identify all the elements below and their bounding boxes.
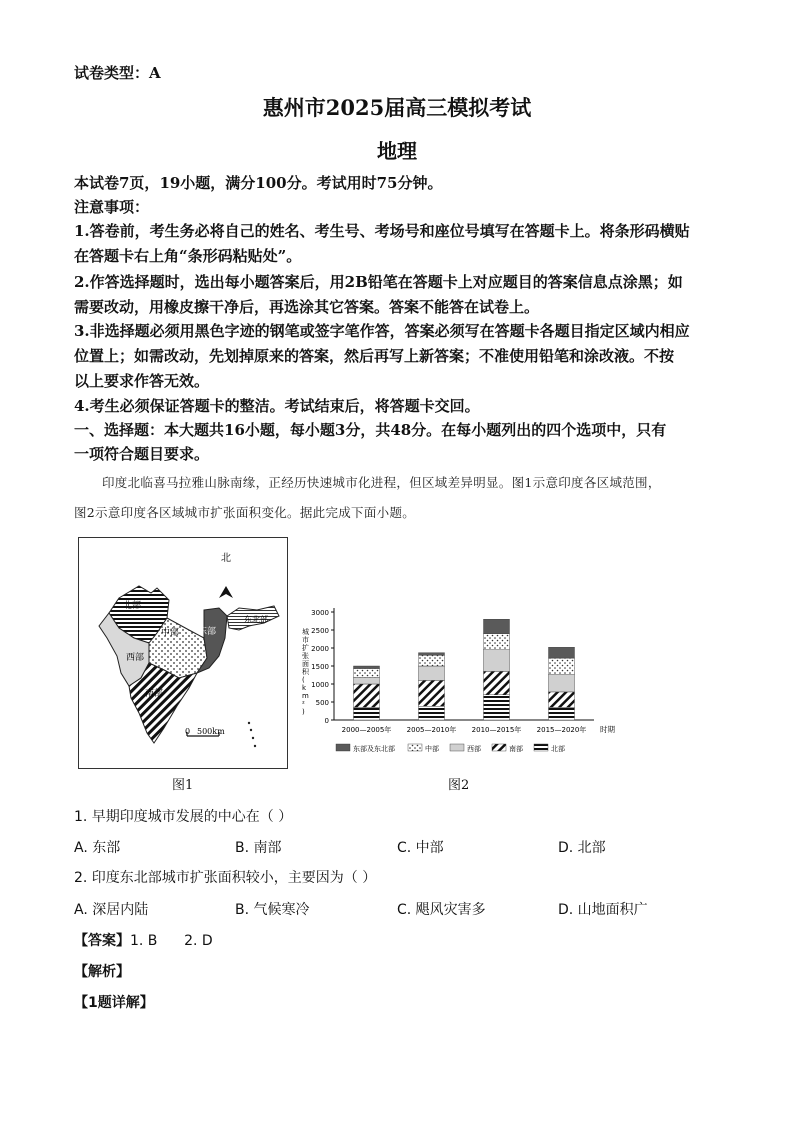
bar-segment-中部: [484, 634, 510, 650]
exam-summary: 本试卷7页，19小题，满分100分。考试用时75分钟。: [74, 174, 443, 192]
scale-zero: 0: [185, 727, 191, 736]
bar-segment-南部: [419, 680, 445, 706]
x-tick-label: 2015—2020年: [536, 726, 587, 734]
north-arrow-icon: [219, 586, 233, 598]
bar-segment-东部及东北部: [484, 619, 510, 633]
bar-segment-北部: [419, 706, 445, 720]
passage-line: 印度北临喜马拉雅山脉南缘，正经历快速城市化进程，但区域差异明显。图1示意印度各区域范围，: [102, 475, 661, 490]
passage-line: 图2示意印度各区域城市扩张面积变化。据此完成下面小题。: [74, 505, 416, 520]
note-line: 以上要求作答无效。: [74, 372, 210, 390]
y-tick-label: 3000: [311, 609, 329, 617]
label-northeast: 东北部: [244, 615, 268, 624]
note-line: 2.作答选择题时，选出每小题答案后，用2B铅笔在答题卡上对应题目的答案信息点涂黑；如: [74, 273, 683, 291]
bar-segment-西部: [354, 678, 380, 684]
q2-option-d: D. 山地面积广: [558, 902, 648, 918]
section-heading: 一项符合题目要求。: [74, 445, 210, 463]
label-south: 南部: [145, 689, 164, 699]
legend-swatch: [336, 744, 350, 751]
q2-option-b: B. 气候寒冷: [235, 902, 310, 918]
scale-label: 500km: [197, 727, 225, 736]
y-tick-label: 2500: [311, 627, 329, 635]
subject-title: 地理: [377, 139, 417, 163]
y-tick-label: 500: [315, 699, 329, 707]
legend-label: 中部: [425, 745, 439, 753]
q2-option-a: A. 深居内陆: [74, 902, 149, 918]
section-heading: 一、选择题：本大题共16小题，每小题3分，共48分。在每小题列出的四个选项中，只有: [74, 421, 667, 439]
label-east: 东部: [198, 627, 217, 637]
q1-option-c: C. 中部: [397, 840, 444, 856]
urban-expansion-chart: [296, 604, 646, 774]
exam-title: 惠州市2025届高三模拟考试: [262, 95, 532, 120]
answer-line: [74, 930, 213, 950]
y-tick-label: 1000: [311, 681, 329, 689]
legend-label: 西部: [467, 745, 481, 753]
y-axis-label: 城市扩张面积( k m ² ): [302, 628, 309, 716]
label-central: 中部: [161, 628, 180, 638]
analysis-tag: 【解析】: [74, 964, 130, 980]
detail-tag: 【1题详解】: [74, 995, 154, 1011]
note-line: 在答题卡右上角“条形码粘贴处”。: [74, 247, 302, 265]
bar-segment-北部: [549, 707, 575, 720]
x-tick-label: 2005—2010年: [406, 726, 457, 734]
note-line: 位置上；如需改动，先划掉原来的答案，然后再写上新答案；不准使用铅笔和涂改液。不按: [74, 347, 675, 365]
bar-segment-中部: [419, 655, 445, 666]
answer-text: 1. B 2. D: [130, 933, 213, 949]
question-2-stem: 2. 印度东北部城市扩张面积较小，主要因为（ ）: [74, 870, 377, 886]
bar-segment-南部: [549, 692, 575, 707]
notice-heading: 注意事项：: [74, 198, 150, 216]
india-region-map: [78, 537, 288, 769]
figure1-caption: 图1: [172, 778, 194, 793]
india-map-svg: [79, 538, 287, 768]
x-tick-label: 2010—2015年: [471, 726, 522, 734]
question-1-stem: 1. 早期印度城市发展的中心在（ ）: [74, 809, 293, 825]
bar-segment-西部: [484, 650, 510, 672]
legend-swatch: [408, 744, 422, 751]
q1-option-d: D. 北部: [558, 840, 606, 856]
legend-label: 北部: [551, 745, 565, 753]
bar-segment-北部: [484, 695, 510, 720]
bar-segment-东部及东北部: [419, 653, 445, 656]
bar-segment-西部: [549, 675, 575, 692]
bar-segment-中部: [549, 658, 575, 675]
figure2-caption: 图2: [448, 778, 470, 793]
legend-label: 东部及东北部: [353, 745, 395, 753]
y-tick-label: 1500: [311, 663, 329, 671]
x-tick-label: 2000—2005年: [341, 726, 392, 734]
note-line: 3.非选择题必须用黑色字迹的钢笔或签字笔作答，答案必须写在答题卡各题目指定区域内相应: [74, 322, 690, 340]
north-label: 北: [221, 553, 231, 564]
y-tick-label: 0: [324, 717, 329, 725]
note-line: 4.考生必须保证答题卡的整洁。考试结束后，将答题卡交回。: [74, 397, 480, 415]
answer-tag: 【答案】: [74, 933, 130, 949]
bar-segment-中部: [354, 669, 380, 678]
note-line: 需要改动，用橡皮擦干净后，再选涂其它答案。答案不能答在试卷上。: [74, 298, 540, 316]
legend-swatch: [450, 744, 464, 751]
bar-segment-南部: [484, 671, 510, 694]
bar-segment-东部及东北部: [354, 666, 380, 669]
legend-swatch: [534, 744, 548, 751]
legend-swatch: [492, 744, 506, 751]
bar-segment-北部: [354, 707, 380, 720]
bar-segment-东部及东北部: [549, 647, 575, 658]
bar-segment-西部: [419, 666, 445, 680]
x-axis-label: 时期: [600, 725, 615, 734]
q1-option-b: B. 南部: [235, 840, 282, 856]
note-line: 1.答卷前，考生务必将自己的姓名、考生号、考场号和座位号填写在答题卡上。将条形码横贴: [74, 222, 690, 240]
legend-label: 南部: [509, 745, 523, 753]
y-tick-label: 2000: [311, 645, 329, 653]
label-west: 西部: [126, 653, 145, 663]
q2-option-c: C. 飓风灾害多: [397, 902, 486, 918]
paper-type: 试卷类型：A: [74, 64, 161, 82]
bar-segment-南部: [354, 684, 380, 707]
q1-option-a: A. 东部: [74, 840, 121, 856]
label-north: 北部: [123, 601, 142, 611]
